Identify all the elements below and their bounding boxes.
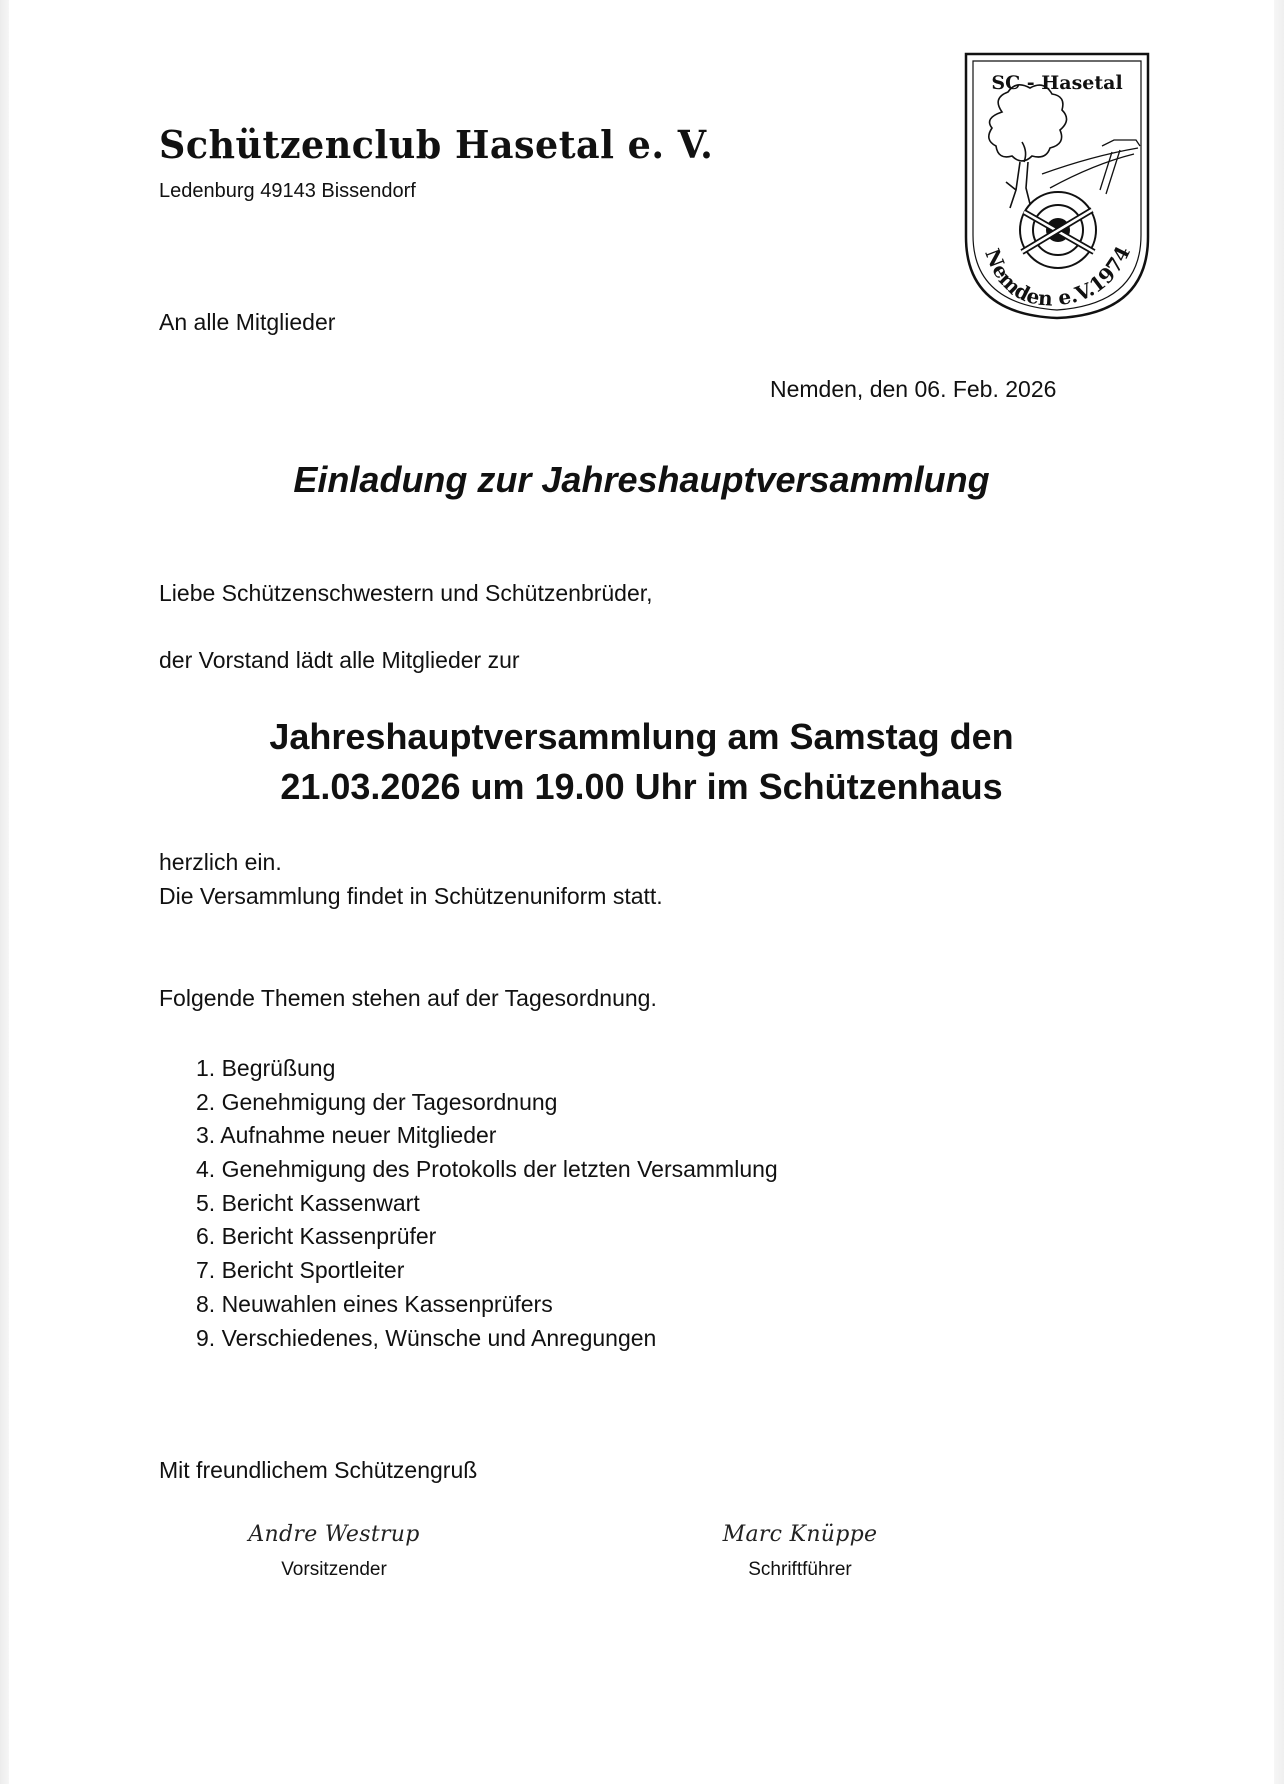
invite-end-line: herzlich ein.: [159, 849, 282, 875]
invite-line: der Vorstand lädt alle Mitglieder zur: [159, 647, 520, 673]
signature-block-secretary: [700, 1522, 900, 1581]
club-crest-icon: [962, 52, 1152, 322]
agenda-intro: Folgende Themen stehen auf der Tagesordnung.: [159, 985, 657, 1011]
agenda-item: 4. Genehmigung des Protokolls der letzten Versammlung: [196, 1156, 778, 1183]
salutation: Liebe Schützenschwestern und Schützenbrüder,: [159, 580, 653, 606]
signature-block-chair: [234, 1522, 434, 1581]
agenda-item: 5. Bericht Kassenwart: [196, 1189, 420, 1216]
meeting-highlight-line-1: Jahreshauptversammlung am Samstag den: [269, 716, 1014, 757]
closing-line: Mit freundlichem Schützengruß: [159, 1457, 478, 1483]
signature-role: Vorsitzender: [281, 1559, 387, 1580]
recipient-line: An alle Mitglieder: [159, 309, 336, 335]
agenda-item: 1. Begrüßung: [196, 1055, 336, 1081]
agenda-list: [196, 1052, 778, 1355]
signature-name: Andre Westrup: [248, 1522, 420, 1547]
agenda-item: 3. Aufnahme neuer Mitglieder: [196, 1122, 497, 1149]
signature-role: Schriftführer: [748, 1559, 852, 1580]
club-address: Ledenburg 49143 Bissendorf: [159, 180, 416, 202]
dress-code-line: Die Versammlung findet in Schützenuniform statt.: [159, 883, 663, 909]
signature-name: Marc Knüppe: [722, 1522, 878, 1547]
crest-bottom-text: Nemden e.V.1974: [980, 242, 1135, 311]
club-name: Schützenclub Hasetal e. V.: [159, 122, 714, 167]
page-gutter-right: [1274, 0, 1284, 1784]
crest-top-text: SC - Hasetal: [991, 72, 1123, 94]
agenda-item: 7. Bericht Sportleiter: [196, 1257, 405, 1284]
meeting-highlight: [9, 712, 1274, 812]
agenda-item: 9. Verschiedenes, Wünsche und Anregungen: [196, 1324, 657, 1351]
place-date: Nemden, den 06. Feb. 2026: [770, 376, 1057, 402]
agenda-item: 2. Genehmigung der Tagesordnung: [196, 1088, 558, 1115]
page-gutter-left: [0, 0, 9, 1784]
letter-title: Einladung zur Jahreshauptversammlung: [293, 459, 990, 500]
letter-page: [9, 0, 1274, 1784]
meeting-highlight-line-2: 21.03.2026 um 19.00 Uhr im Schützenhaus: [280, 766, 1003, 807]
agenda-item: 6. Bericht Kassenprüfer: [196, 1223, 437, 1250]
agenda-item: 8. Neuwahlen eines Kassenprüfers: [196, 1290, 553, 1317]
